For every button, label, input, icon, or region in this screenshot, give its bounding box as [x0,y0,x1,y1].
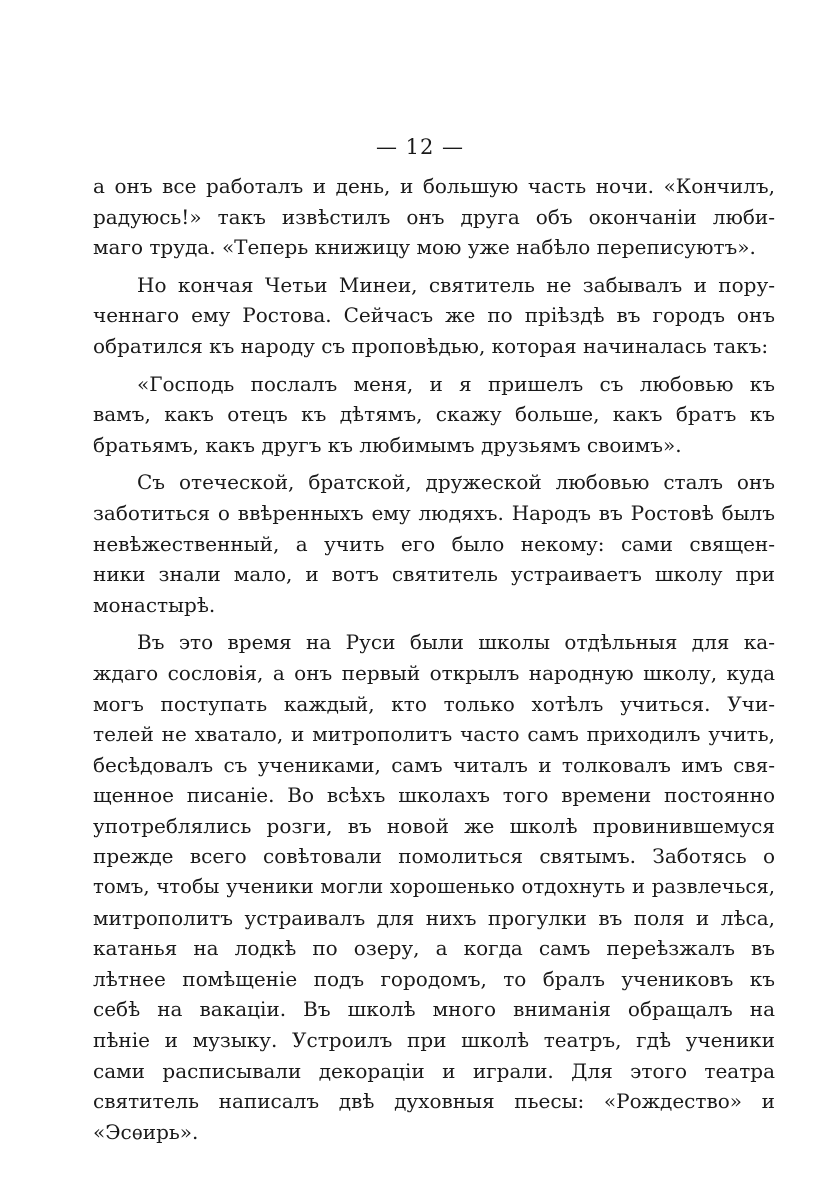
text-line: братьямъ, какъ другъ къ любимымъ друзьямъ своимъ». [93,432,682,457]
text-line: употреблялись розги, въ новой же школѣ провинившемуся [93,813,775,838]
text-line: пѣнiе и музыку. Устроилъ при школѣ театръ, гдѣ ученики [93,1028,775,1053]
text-line: невѣжественный, а учить его было некому: сами священ- [93,531,775,556]
paragraph-2 [93,270,775,362]
text-line: Съ отеческой, братской, дружеской любовью сталъ онъ [137,470,775,495]
text-line: обратился къ народу съ проповѣдью, которая начиналась такъ: [93,333,769,358]
text-line: бесѣдовалъ съ учениками, самъ читалъ и толковалъ имъ свя- [93,752,775,777]
text-line: «Господь послалъ меня, и я пришелъ съ любовью къ [137,371,775,396]
text-line: Въ это время на Руси были школы отдѣльныя для ка- [137,630,775,655]
text-line: митрополитъ устраивалъ для нихъ прогулки въ поля и лѣса, [93,905,775,930]
text-line: себѣ на вакацiи. Въ школѣ много вниманiя обращалъ на [93,997,775,1022]
text-line: заботиться о ввѣренныхъ ему людяхъ. Народъ въ Ростовѣ былъ [93,500,775,525]
paragraph-3-quote [93,369,775,461]
text-line: вамъ, какъ отецъ къ дѣтямъ, скажу больше, какъ братъ къ [93,402,775,427]
text-line: катанья на лодкѣ по озеру, а когда самъ переѣзжалъ въ [93,936,775,961]
paragraph-4 [93,467,775,620]
page-number: — 12 — [375,135,465,159]
text-line: ники знали мало, и вотъ святитель устраиваетъ школу при [93,562,775,587]
text-line: лѣтнее помѣщенiе подъ городомъ, то бралъ учениковъ къ [93,966,775,991]
text-line: щенное писанiе. Во всѣхъ школахъ того времени постоянно [93,783,775,808]
text-line: а онъ все работалъ и день, и большую часть ночи. «Кончилъ, [93,174,775,198]
text-line: святитель написалъ двѣ духовныя пьесы: «Рождество» и [93,1089,775,1114]
text-line: прежде всего совѣтовали помолиться святымъ. Заботясь о [93,844,775,869]
text-line: Но кончая Четьи Минеи, святитель не забывалъ и пору- [137,272,775,297]
paragraph-5 [93,627,775,1147]
text-line: «Эсѳирь». [93,1119,199,1144]
paragraph-1 [93,171,775,263]
text-line: маго труда. «Теперь книжицу мою уже набѣло переписуютъ». [93,235,756,260]
text-line: томъ, чтобы ученики могли хорошенько отдохнуть и развлечься, [93,875,775,899]
text-line: ченнаго ему Ростова. Сейчасъ же по прiѣздѣ въ городъ онъ [93,303,775,328]
text-line: телей не хватало, и митрополитъ часто самъ приходилъ учить, [93,722,775,747]
text-line: могъ поступать каждый, кто только хотѣлъ учиться. Учи- [93,691,775,716]
body-text [93,171,775,1147]
text-line: монастырѣ. [93,592,216,617]
text-line: радуюсь!» такъ извѣстилъ онъ друга объ окончанiи люби- [93,204,775,229]
text-line: ждаго сословiя, а онъ первый открылъ народную школу, куда [93,660,775,685]
text-line: сами расписывали декорацiи и играли. Для этого театра [93,1058,775,1083]
